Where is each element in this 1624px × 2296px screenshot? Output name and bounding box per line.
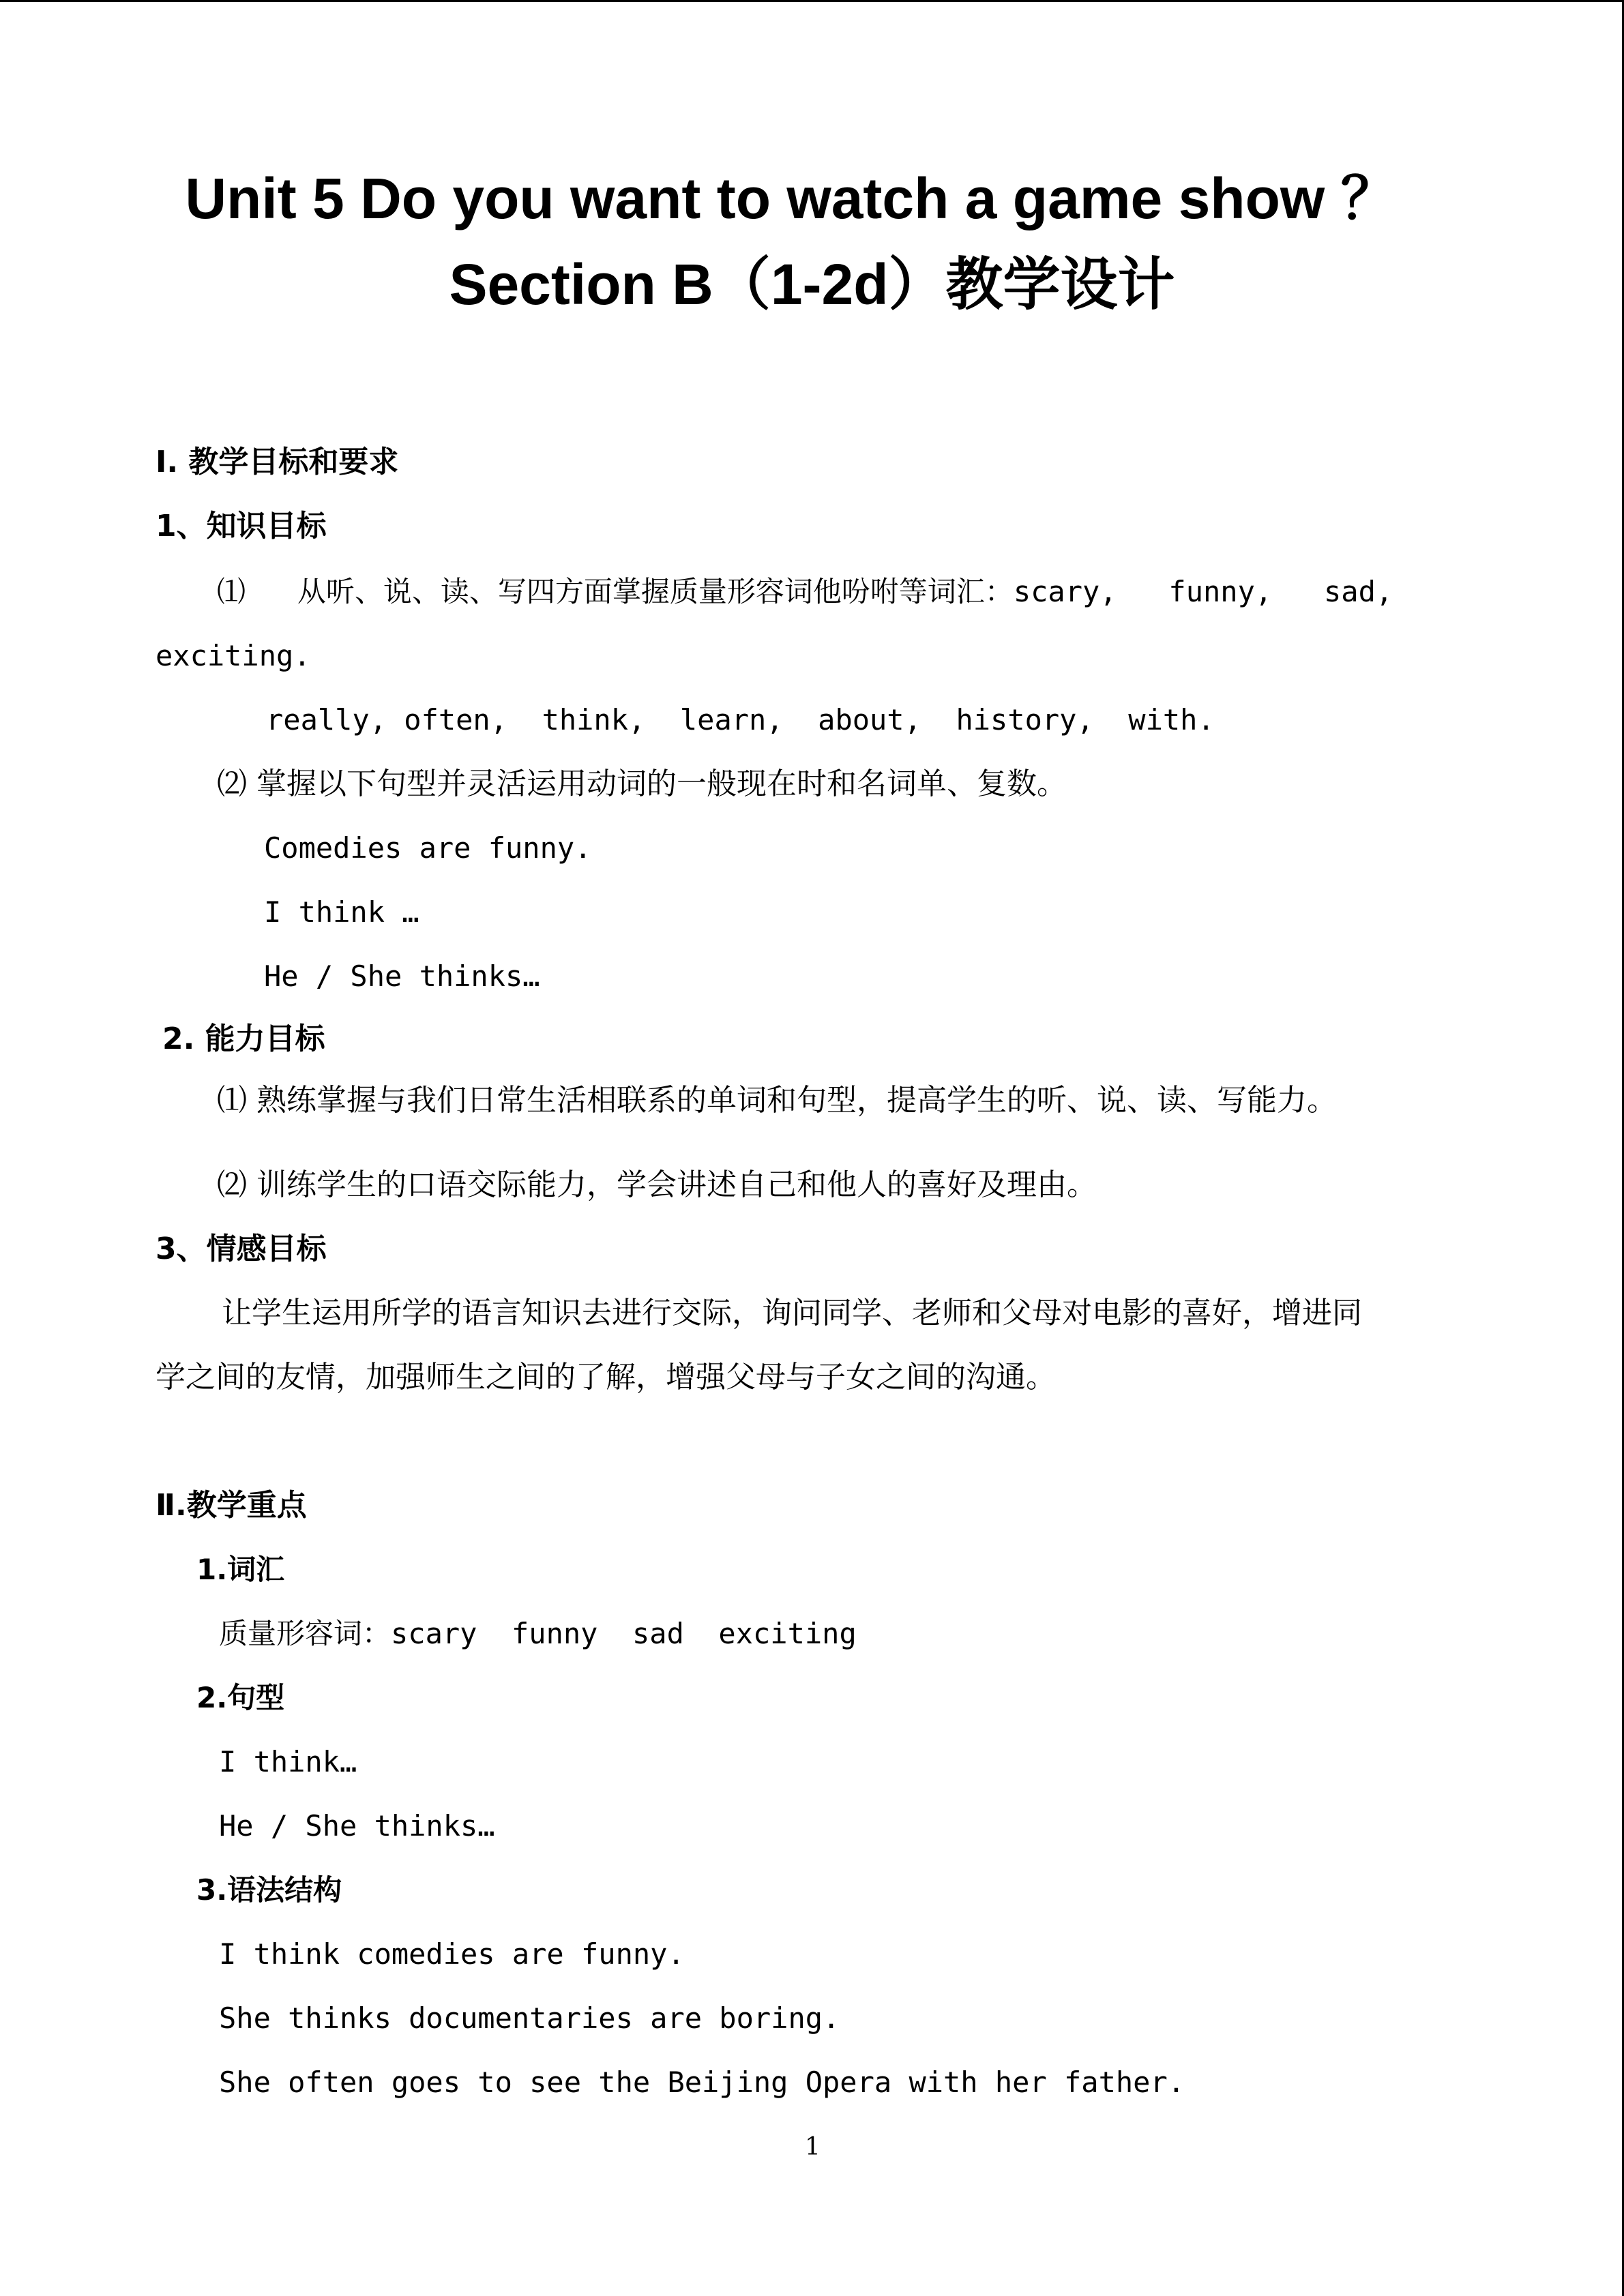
knowledge-item-1-line-3: really, often, think, learn, about, history, with. — [266, 703, 1215, 736]
vocab-heading: 1.词汇 — [196, 1553, 285, 1586]
sentence-example-2: I think … — [264, 895, 419, 929]
pattern-line-1: I think… — [219, 1745, 357, 1778]
vocab-line: 质量形容词：scary funny sad exciting — [219, 1617, 857, 1650]
document-title: Unit 5 Do you want to watch a game show ？ — [185, 166, 1398, 230]
pattern-line-2: He / She thinks… — [219, 1809, 495, 1843]
ability-goals-heading: 2. 能力目标 — [162, 1022, 325, 1056]
knowledge-item-1-line-2: exciting. — [156, 639, 311, 672]
page-border-top — [0, 0, 1624, 2]
grammar-line-3: She often goes to see the Beijing Opera with her father. — [219, 2066, 1185, 2099]
emotion-goals-heading: 3、情感目标 — [156, 1232, 327, 1266]
knowledge-item-2: ⑵ 掌握以下句型并灵活运用动词的一般现在时和名词单、复数。 — [217, 766, 1067, 801]
knowledge-goals-heading: 1、知识目标 — [156, 509, 327, 543]
sentence-example-1: Comedies are funny. — [264, 831, 592, 865]
patterns-heading: 2.句型 — [196, 1681, 285, 1714]
grammar-heading: 3.语法结构 — [196, 1873, 342, 1907]
ability-item-2: ⑵ 训练学生的口语交际能力，学会讲述自己和他人的喜好及理由。 — [217, 1167, 1097, 1202]
section-2-heading: Ⅱ.教学重点 — [156, 1488, 307, 1523]
emotion-goals-line-1: 让学生运用所学的语言知识去进行交际，询问同学、老师和父母对电影的喜好，增进同 — [222, 1296, 1362, 1330]
knowledge-item-1-line-1: ⑴ 从听、说、读、写四方面掌握质量形容词他吩咐等词汇：scary, funny, sad, — [217, 575, 1393, 608]
section-1-heading: Ⅰ. 教学目标和要求 — [156, 445, 399, 479]
page-number: 1 — [805, 2133, 821, 2161]
ability-item-1: ⑴ 熟练掌握与我们日常生活相联系的单词和句型，提高学生的听、说、读、写能力。 — [217, 1083, 1337, 1118]
emotion-goals-line-2: 学之间的友情，加强师生之间的了解，增强父母与子女之间的沟通。 — [156, 1360, 1056, 1395]
grammar-line-1: I think comedies are funny. — [219, 1937, 685, 1971]
grammar-line-2: She thinks documentaries are boring. — [219, 2001, 840, 2035]
sentence-example-3: He / She thinks… — [264, 959, 540, 993]
document-subtitle: Section B（1-2d）教学设计 — [449, 252, 1175, 316]
